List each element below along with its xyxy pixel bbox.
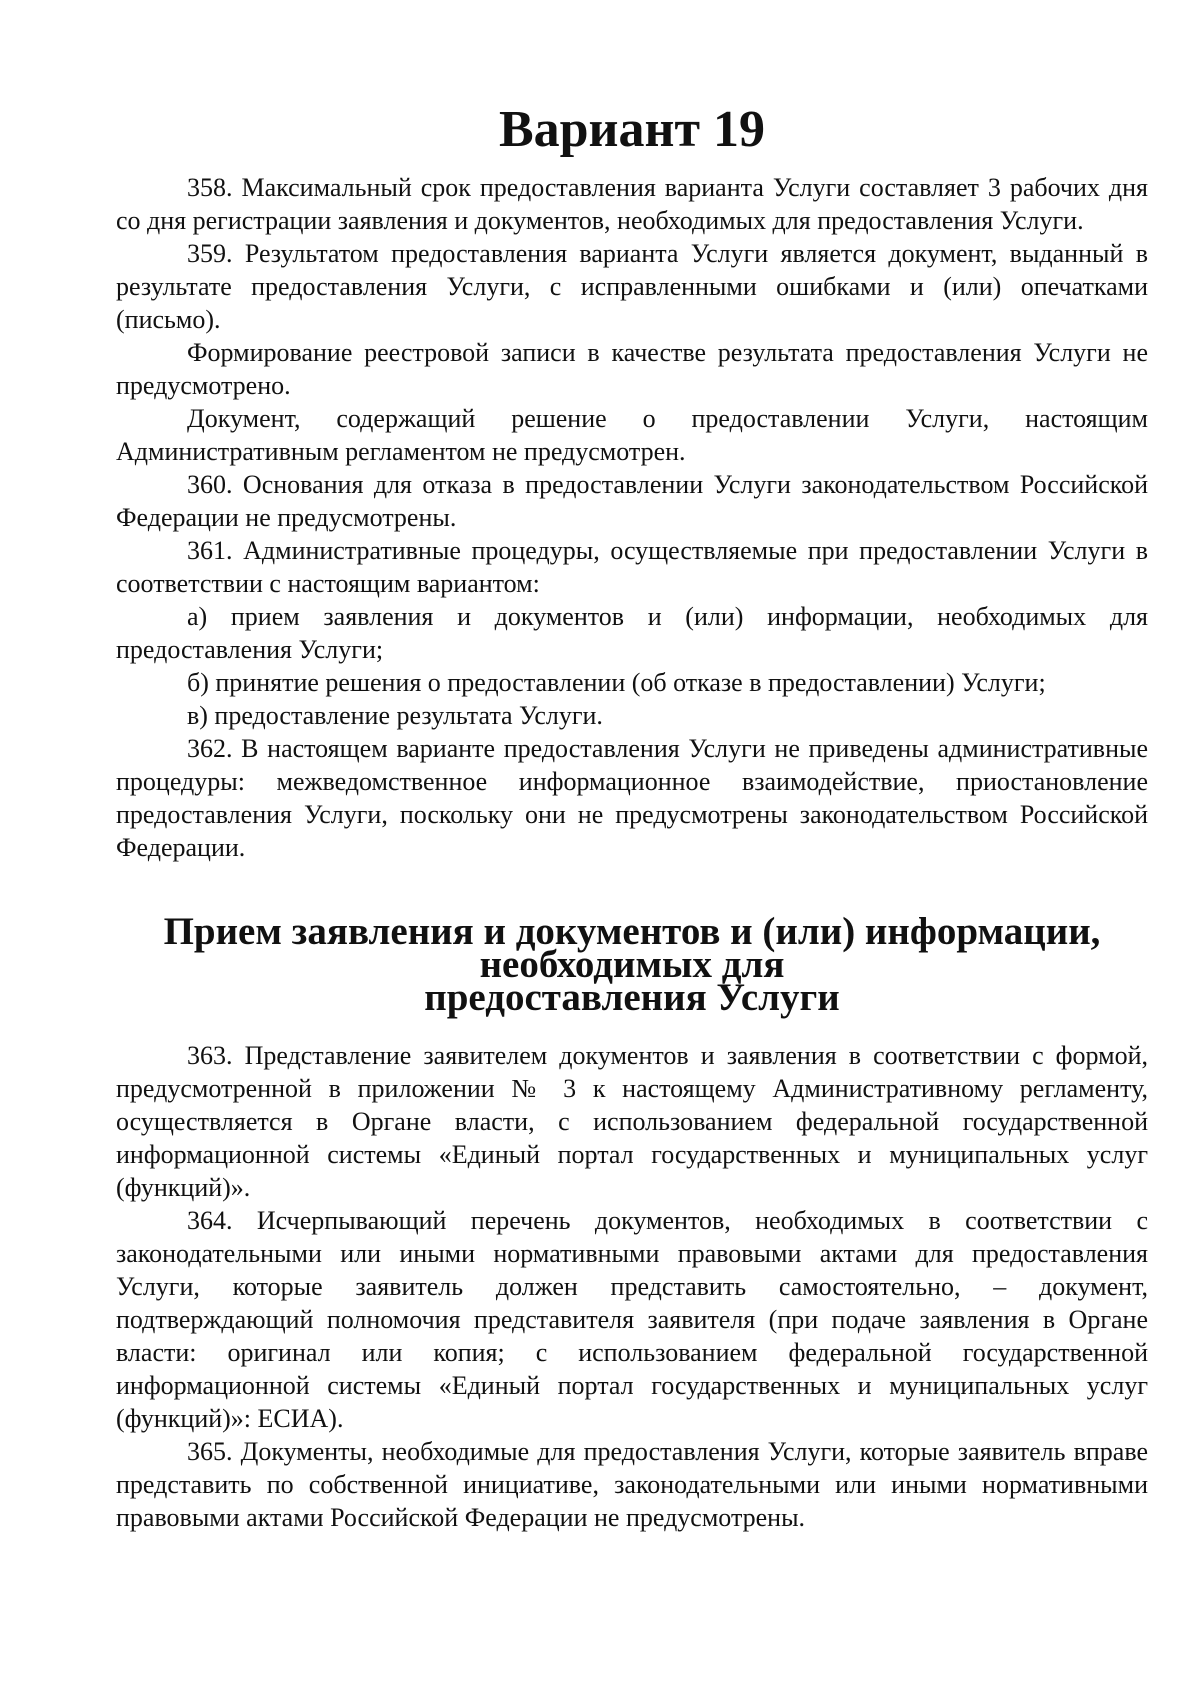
paragraph-decision-document: Документ, содержащий решение о предоставлении Услуги, настоящим Административным регламентом не предусмотрен. xyxy=(116,404,1148,466)
section-heading-line1: Прием заявления и документов и (или) информации, необходимых для xyxy=(163,910,1101,986)
paragraph-365: 365. Документы, необходимые для предоставления Услуги, которые заявитель вправе представить по собственной инициативе, законодательными или иными нормативными правовыми актами Российской Федерации не предусмотрены. xyxy=(116,1437,1148,1532)
variant-heading: Вариант 19 xyxy=(498,101,766,158)
paragraph-361: 361. Административные процедуры, осуществляемые при предоставлении Услуги в соответствии с настоящим вариантом: xyxy=(116,536,1148,598)
block-1 xyxy=(116,171,1148,864)
list-item-b: б) принятие решения о предоставлении (об отказе в предоставлении) Услуги; xyxy=(187,668,1046,697)
list-item-a: а) прием заявления и документов и (или) информации, необходимых для предоставления Услуги; xyxy=(116,602,1148,664)
paragraph-registry-record: Формирование реестровой записи в качестве результата предоставления Услуги не предусмотрено. xyxy=(116,338,1148,400)
paragraph-364: 364. Исчерпывающий перечень документов, необходимых в соответствии с законодательными или иными нормативными правовыми актами для предоставления Услуги, которые заявитель должен представить самостоятельно, – документ, подтверждающий полномочия представителя заявителя (при подаче заявления в Органе власти: оригинал или копия; с использованием федеральной государственной информационной системы «Единый портал государственных и муниципальных услуг (функций)»: ЕСИА). xyxy=(116,1206,1148,1433)
paragraph-358: 358. Максимальный срок предоставления варианта Услуги составляет 3 рабочих дня со дня регистрации заявления и документов, необходимых для предоставления Услуги. xyxy=(116,173,1148,235)
paragraph-359: 359. Результатом предоставления варианта Услуги является документ, выданный в результате предоставления Услуги, с исправленными ошибками и (или) опечатками (письмо). xyxy=(116,239,1148,334)
list-item-v: в) предоставление результата Услуги. xyxy=(187,701,603,730)
paragraph-362: 362. В настоящем варианте предоставления Услуги не приведены административные процедуры: межведомственное информационное взаимодействие, приостановление предоставления Услуги, поскольку они не предусмотрены законодательством Российской Федерации. xyxy=(116,734,1148,862)
section-heading xyxy=(116,910,1148,1019)
section-heading-line2: предоставления Услуги xyxy=(424,976,840,1019)
paragraph-363: 363. Представление заявителем документов и заявления в соответствии с формой, предусмотренной в приложении № 3 к настоящему Административному регламенту, осуществляется в Органе власти, с использованием федеральной государственной информационной системы «Единый портал государственных и муниципальных услуг (функций)». xyxy=(116,1041,1148,1202)
paragraph-360: 360. Основания для отказа в предоставлении Услуги законодательством Российской Федерации не предусмотрены. xyxy=(116,470,1148,532)
block-2 xyxy=(116,1039,1148,1534)
